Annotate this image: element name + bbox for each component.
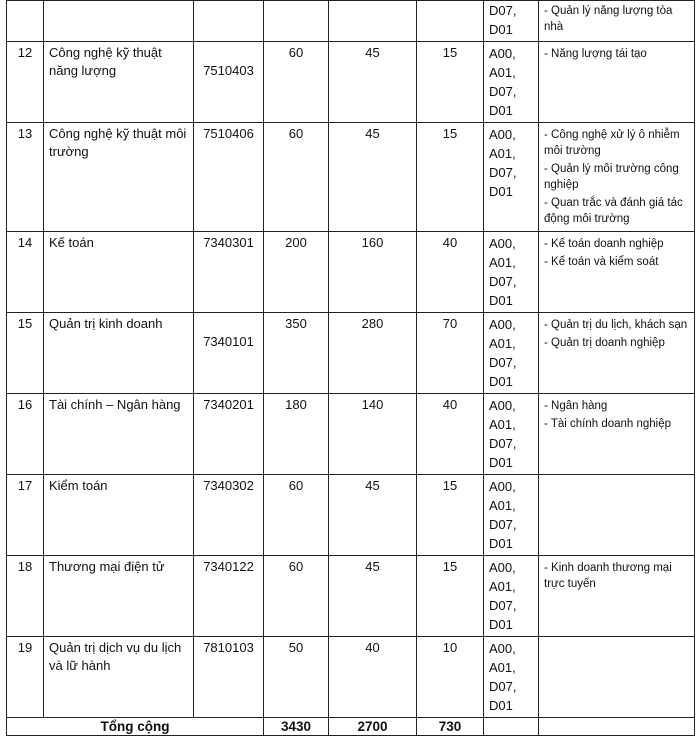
row-index: 18 xyxy=(7,556,44,637)
subject-combinations xyxy=(484,556,539,637)
row-index: 19 xyxy=(7,637,44,718)
combo-code: A00, xyxy=(489,479,516,494)
combo-code: D01 xyxy=(489,374,513,389)
quota-b: 40 xyxy=(417,394,484,475)
quota-a: 45 xyxy=(329,475,417,556)
combo-code: A01, xyxy=(489,498,516,513)
combo-code: A01, xyxy=(489,579,516,594)
total-row xyxy=(7,718,695,736)
specialization-item: - Kế toán và kiểm soát xyxy=(544,256,659,268)
quota-b: 10 xyxy=(417,637,484,718)
specialization-item: - Kinh doanh thương mại trực tuyến xyxy=(544,562,672,590)
major-name: Công nghệ kỹ thuật năng lượng xyxy=(44,42,194,123)
specialization-item: - Quản lý môi trường công nghiệp xyxy=(544,163,679,191)
specialization-item: - Quản trị du lịch, khách sạn xyxy=(544,319,688,331)
table-row xyxy=(7,394,695,475)
combo-code: A00, xyxy=(489,560,516,575)
total-a: 2700 xyxy=(329,718,417,736)
specialization-item: - Năng lượng tái tạo xyxy=(544,48,647,60)
specialization-item: - Kế toán doanh nghiệp xyxy=(544,238,664,250)
major-code: 7340201 xyxy=(194,394,264,475)
total-b: 730 xyxy=(417,718,484,736)
quota-total: 180 xyxy=(264,394,329,475)
quota-a: 45 xyxy=(329,556,417,637)
combo-code: D07, xyxy=(489,679,517,694)
specializations: - Quản lý năng lượng tòa nhà xyxy=(539,1,695,42)
specializations xyxy=(539,313,695,394)
specializations xyxy=(539,232,695,313)
table-row xyxy=(7,637,695,718)
table-row xyxy=(7,232,695,313)
specializations xyxy=(539,556,695,637)
specializations xyxy=(539,42,695,123)
quota-total: 200 xyxy=(264,232,329,313)
quota-b: 40 xyxy=(417,232,484,313)
table-row xyxy=(7,123,695,232)
combo-code: D01 xyxy=(489,698,513,713)
quota-b: 15 xyxy=(417,42,484,123)
combo-code: D07, xyxy=(489,274,517,289)
row-index: 12 xyxy=(7,42,44,123)
major-code: 7340101 xyxy=(194,313,264,394)
major-code: 7340122 xyxy=(194,556,264,637)
quota-a: 40 xyxy=(329,637,417,718)
combo-code: D01 xyxy=(489,184,513,199)
combo-code: A01, xyxy=(489,146,516,161)
major-code: 7510406 xyxy=(194,123,264,232)
quota-total: 60 xyxy=(264,556,329,637)
row-index: 15 xyxy=(7,313,44,394)
subject-combinations xyxy=(484,123,539,232)
combo-code: A00, xyxy=(489,236,516,251)
combo-code: A00, xyxy=(489,127,516,142)
specializations xyxy=(539,394,695,475)
row-index: 16 xyxy=(7,394,44,475)
specializations xyxy=(539,637,695,718)
quota-a: 45 xyxy=(329,42,417,123)
total-label: Tổng cộng xyxy=(7,718,264,736)
major-name: Kế toán xyxy=(44,232,194,313)
major-name: Thương mại điện tử xyxy=(44,556,194,637)
quota-b: 15 xyxy=(417,556,484,637)
combo-code: D01 xyxy=(489,103,513,118)
combo-code: D07, xyxy=(489,84,517,99)
specialization-item: - Ngân hàng xyxy=(544,400,608,412)
combo-code: D01 xyxy=(489,455,513,470)
row-index: 17 xyxy=(7,475,44,556)
row-index: 13 xyxy=(7,123,44,232)
major-code: 7510403 xyxy=(194,42,264,123)
specialization-item: - Tài chính doanh nghiệp xyxy=(544,418,672,430)
combo-code: A01, xyxy=(489,417,516,432)
combo-code: A01, xyxy=(489,255,516,270)
major-code: 7340301 xyxy=(194,232,264,313)
quota-total: 60 xyxy=(264,42,329,123)
combo-code: A01, xyxy=(489,336,516,351)
quota-a: 280 xyxy=(329,313,417,394)
quota-b: 70 xyxy=(417,313,484,394)
combo-code: D01 xyxy=(489,293,513,308)
specialization-item: - Công nghệ xử lý ô nhiễm môi trường xyxy=(544,129,680,157)
major-name: Quản trị kinh doanh xyxy=(44,313,194,394)
quota-a: 140 xyxy=(329,394,417,475)
quota-total: 60 xyxy=(264,475,329,556)
combo-code: A00, xyxy=(489,46,516,61)
specialization-item: - Quản trị doanh nghiệp xyxy=(544,337,665,349)
subject-combinations xyxy=(484,232,539,313)
specializations xyxy=(539,475,695,556)
combo-code: D07, xyxy=(489,436,517,451)
combo-code: A00, xyxy=(489,641,516,656)
combo-code: D01 xyxy=(489,536,513,551)
quota-total: 50 xyxy=(264,637,329,718)
quota-b: 15 xyxy=(417,475,484,556)
subject-combinations xyxy=(484,42,539,123)
combo-code: D07, xyxy=(489,355,517,370)
major-code: 7810103 xyxy=(194,637,264,718)
specializations xyxy=(539,123,695,232)
major-name: Tài chính – Ngân hàng xyxy=(44,394,194,475)
table-row xyxy=(7,42,695,123)
subject-combinations xyxy=(484,637,539,718)
table-row xyxy=(7,556,695,637)
quota-a: 45 xyxy=(329,123,417,232)
table-row-partial xyxy=(7,1,695,42)
combo-code: D07, xyxy=(489,517,517,532)
table-row xyxy=(7,313,695,394)
quota-total: 350 xyxy=(264,313,329,394)
admissions-table xyxy=(6,0,695,736)
major-name: Kiểm toán xyxy=(44,475,194,556)
combo-code: A00, xyxy=(489,317,516,332)
table-row xyxy=(7,475,695,556)
combo-code: A01, xyxy=(489,660,516,675)
combo-code: A00, xyxy=(489,398,516,413)
combo-code: A01, xyxy=(489,65,516,80)
combo-code: D07, xyxy=(489,165,517,180)
combo-code: D01 xyxy=(489,617,513,632)
major-name: Quản trị dịch vụ du lịch và lữ hành xyxy=(44,637,194,718)
quota-total: 60 xyxy=(264,123,329,232)
row-index: 14 xyxy=(7,232,44,313)
quota-b: 15 xyxy=(417,123,484,232)
combo-code: D07, xyxy=(489,598,517,613)
subject-combinations xyxy=(484,394,539,475)
major-code: 7340302 xyxy=(194,475,264,556)
major-name: Công nghệ kỹ thuật môi trường xyxy=(44,123,194,232)
quota-a: 160 xyxy=(329,232,417,313)
specialization-item: - Quan trắc và đánh giá tác động môi trường xyxy=(544,197,683,225)
subject-combinations xyxy=(484,475,539,556)
total-quota: 3430 xyxy=(264,718,329,736)
subject-combinations xyxy=(484,313,539,394)
subject-combinations: D07, D01 xyxy=(484,1,539,42)
